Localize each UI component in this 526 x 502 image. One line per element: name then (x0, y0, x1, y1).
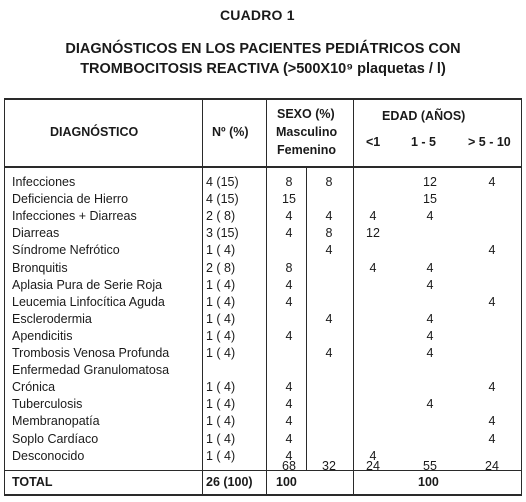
row-diagnostico: Deficiencia de Hierro (12, 192, 129, 207)
divider-sexo-masc (306, 166, 307, 470)
row-diagnostico: Tuberculosis (12, 397, 83, 412)
subtotal-edad-gt5: 24 (485, 459, 499, 473)
header-edad-1-5: 1 - 5 (411, 135, 437, 149)
row-diagnostico: Apendicitis (12, 328, 73, 343)
subtotal-masculino: 68 (282, 459, 296, 473)
table-right-border (521, 98, 522, 494)
row-n: 2 ( 8) (206, 209, 236, 224)
row-edad-gt5: 4 (488, 294, 496, 309)
header-femenino: Femenino (277, 143, 337, 157)
header-diagnostico: DIAGNÓSTICO (50, 125, 139, 139)
row-masculino: 4 (285, 294, 293, 309)
row-edad-1-5: 4 (426, 397, 434, 412)
row-masculino: 4 (285, 431, 293, 446)
row-edad-gt5: 4 (488, 380, 496, 395)
row-masculino: 4 (285, 328, 293, 343)
total-sexo: 100 (276, 475, 297, 489)
row-masculino: 8 (285, 260, 293, 275)
row-edad-gt5: 4 (488, 175, 496, 189)
row-diagnostico: Diarreas (12, 226, 60, 241)
row-edad-1-5: 4 (426, 328, 434, 343)
row-edad-lt1: 4 (369, 260, 377, 275)
table-title-line-2: TROMBOCITOSIS REACTIVA (>500X10⁹ plaquetas / l) (80, 61, 446, 77)
row-diagnostico: Esclerodermia (12, 311, 92, 326)
row-femenino: 8 (325, 175, 333, 189)
row-edad-1-5: 4 (426, 260, 434, 275)
row-n: 4 (15) (206, 192, 239, 207)
row-diagnostico: Infecciones + Diarreas (12, 209, 137, 224)
row-edad-1-5: 4 (426, 311, 434, 326)
total-n: 26 (100) (206, 475, 253, 489)
row-n: 1 ( 4) (206, 448, 236, 463)
row-diagnostico: Síndrome Nefrótico (12, 243, 120, 258)
row-masculino: 4 (285, 209, 293, 224)
row-diagnostico: Membranopatía (12, 414, 100, 429)
table-caption: CUADRO 1 (220, 7, 295, 23)
row-n: 1 ( 4) (206, 328, 236, 343)
row-n: 1 ( 4) (206, 311, 236, 326)
divider-n (266, 98, 267, 494)
row-edad-lt1: 4 (369, 209, 377, 224)
row-diagnostico: Infecciones (12, 175, 76, 189)
row-masculino: 4 (285, 448, 293, 463)
total-label: TOTAL (12, 475, 53, 489)
row-diagnostico: Bronquitis (12, 260, 68, 275)
divider-diagnostico (202, 98, 203, 494)
row-edad-1-5: 4 (426, 277, 434, 292)
header-sexo: SEXO (%) (277, 107, 335, 121)
row-n: 1 ( 4) (206, 431, 236, 446)
row-masculino: 4 (285, 277, 293, 292)
header-n: Nº (%) (212, 125, 249, 139)
row-diagnostico: Crónica (12, 380, 56, 395)
header-edad-gt5: > 5 - 10 (468, 135, 511, 149)
table-bottom-rule (4, 494, 522, 496)
row-femenino: 4 (325, 311, 333, 326)
row-masculino: 8 (285, 175, 293, 189)
row-n: 1 ( 4) (206, 380, 236, 395)
table-title-line-1: DIAGNÓSTICOS EN LOS PACIENTES PEDIÁTRICOS CON (65, 41, 461, 57)
row-n: 4 (15) (206, 175, 239, 189)
row-edad-1-5: 4 (426, 209, 434, 224)
row-masculino: 4 (285, 226, 293, 241)
row-femenino: 4 (325, 243, 333, 258)
row-edad-gt5: 4 (488, 243, 496, 258)
row-diagnostico: Aplasia Pura de Serie Roja (12, 277, 163, 292)
row-diagnostico: Leucemia Linfocítica Aguda (12, 294, 165, 309)
row-n: 1 ( 4) (206, 277, 236, 292)
row-n: 1 ( 4) (206, 397, 236, 412)
row-edad-gt5: 4 (488, 431, 496, 446)
row-edad-lt1: 4 (369, 448, 377, 463)
row-masculino: 15 (282, 192, 296, 207)
row-diagnostico: Trombosis Venosa Profunda (12, 346, 170, 360)
row-diagnostico: Soplo Cardíaco (12, 431, 99, 446)
row-diagnostico: Enfermedad Granulomatosa (12, 363, 170, 378)
row-edad-lt1: 12 (366, 226, 380, 241)
row-edad-1-5: 15 (423, 192, 437, 207)
subtotal-femenino: 32 (322, 459, 336, 473)
row-masculino: 4 (285, 380, 293, 395)
row-femenino: 4 (325, 346, 333, 360)
header-masculino: Masculino (276, 125, 338, 139)
header-edad-lt1: <1 (366, 135, 381, 149)
table-top-rule (4, 98, 522, 100)
row-n: 3 (15) (206, 226, 239, 241)
row-masculino: 4 (285, 414, 293, 429)
header-edad: EDAD (AÑOS) (382, 109, 466, 123)
divider-sexo-edad (353, 98, 354, 494)
row-n: 1 ( 4) (206, 243, 236, 258)
row-masculino: 4 (285, 397, 293, 412)
table-left-border (4, 98, 5, 494)
row-edad-1-5: 12 (423, 175, 437, 189)
subtotal-edad-lt1: 24 (366, 459, 380, 473)
total-edad: 100 (418, 475, 439, 489)
row-diagnostico: Desconocido (12, 448, 85, 463)
header-bottom-rule (4, 166, 522, 168)
row-edad-gt5: 4 (488, 414, 496, 429)
row-n: 2 ( 8) (206, 260, 236, 275)
row-femenino: 8 (325, 226, 333, 241)
row-edad-1-5: 4 (426, 346, 434, 360)
subtotal-edad-1-5: 55 (423, 459, 437, 473)
row-femenino: 4 (325, 209, 333, 224)
row-n: 1 ( 4) (206, 294, 236, 309)
row-n: 1 ( 4) (206, 346, 236, 360)
row-n: 1 ( 4) (206, 414, 236, 429)
